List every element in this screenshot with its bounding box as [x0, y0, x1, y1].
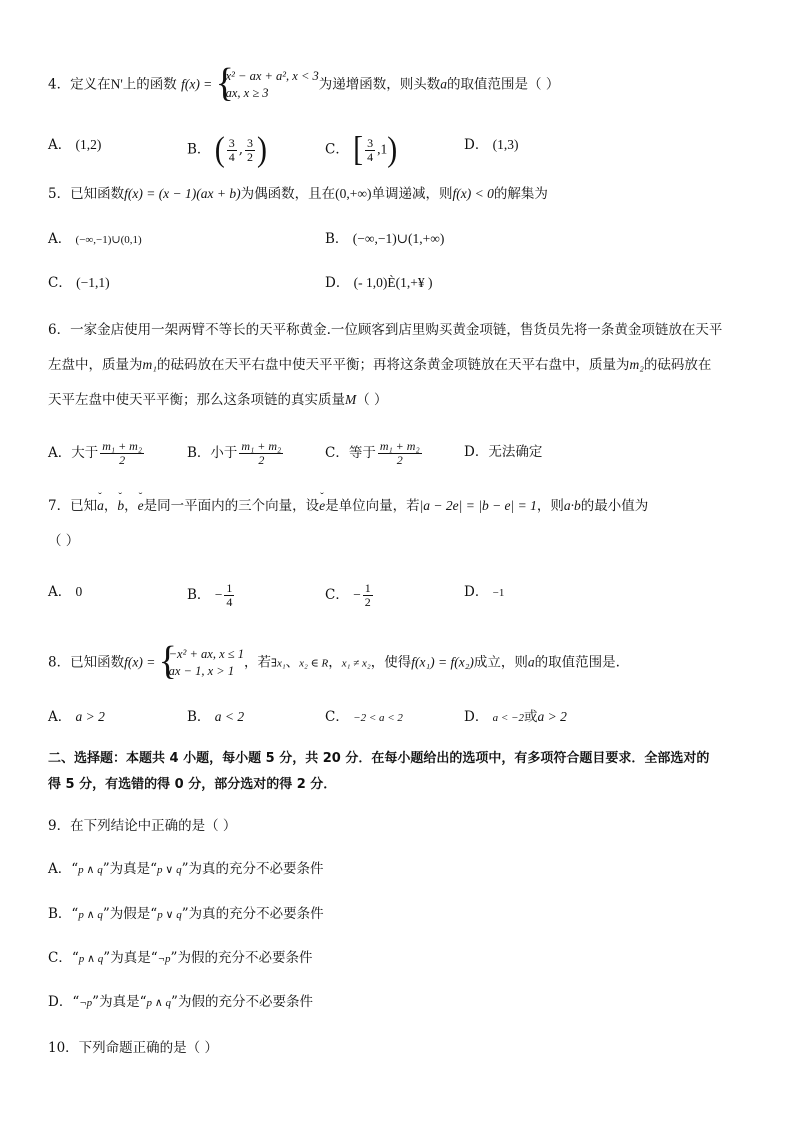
q4-option-b[interactable]: B． ( $\frac{3}{4}$ , $\frac{3}{2}$ ) — [187, 130, 268, 169]
q9-option-d[interactable]: D．“¬p”为真是“p ∧ q”为假的充分不必要条件 — [48, 994, 313, 1010]
q7-paren: （ ） — [48, 533, 80, 549]
q6-option-b[interactable]: B．小于 $\frac{\text{m₁ + m₂}}{2}$ — [187, 439, 282, 467]
q7-stem: 7．已知ˇ a，ˇ b，ˇ e是同一平面内的三个向量，设ˇ e是单位向量，若|a − 2e| = |b − e| = 1，则a·b的最小值为 — [48, 496, 648, 516]
q5-option-c[interactable]: C． (−1,1) — [48, 275, 110, 291]
q7-option-c[interactable]: C． − $\frac{1}{2}$ — [325, 581, 371, 609]
q8-piecewise: { −x² + ax, x ≤ 1 ax − 1, x > 1 — [158, 638, 244, 684]
q5-number: 5． — [48, 186, 71, 202]
q8-option-b[interactable]: B． a < 2 — [187, 709, 245, 725]
q4-function-name: f(x) = — [181, 76, 213, 92]
q4-piecewise: { x² − ax + a², x < 3 ax, x ≥ 3 — [215, 60, 319, 106]
q10-stem: 10．下列命题正确的是（ ） — [48, 1040, 218, 1056]
section-2-heading: 二、选择题：本题共 4 小题，每小题 5 分，共 20 分．在每小题给出的选项中，有多项符合题目要求．全部选对的 — [48, 751, 710, 766]
q6-line-3: 天平左盘中使天平平衡；那么这条项链的真实质量M（ ） — [48, 392, 388, 408]
q4-option-c[interactable]: C． [ $\frac{3}{4}$ ,1) — [325, 130, 398, 169]
q5-stem: 5．已知函数f(x) = (x − 1)(ax + b)为偶函数，且在(0,+∞)单调递减，则f(x) < 0的解集为 — [48, 186, 548, 202]
q4-option-d[interactable]: D． (1,3) — [464, 137, 519, 153]
q4-number: 4． — [48, 76, 71, 93]
q6-line-2: 左盘中，质量为m₁的砝码放在天平右盘中使天平平衡；再将这条黄金项链放在天平右盘中，质量为m₂的砝码放在 — [48, 357, 712, 373]
q6-option-c[interactable]: C．等于 $\frac{\text{m₁ + m₂}}{2}$ — [325, 439, 420, 467]
q6-option-d[interactable]: D．无法确定 — [464, 444, 543, 460]
q4-option-a[interactable]: A． (1,2) — [48, 137, 102, 153]
q8-option-d[interactable]: D． a < −2或a > 2 — [464, 709, 567, 725]
q6-line-1: 6．一家金店使用一架两臂不等长的天平称黄金.一位顾客到店里购买黄金项链，售货员先将一条黄金项链放在天平 — [48, 322, 723, 338]
q7-option-d[interactable]: D． −1 — [464, 584, 505, 600]
q9-option-b[interactable]: B．“p ∧ q”为假是“p ∨ q”为真的充分不必要条件 — [48, 906, 324, 922]
q9-option-a[interactable]: A．“p ∧ q”为真是“p ∨ q”为真的充分不必要条件 — [48, 861, 324, 877]
q8-option-a[interactable]: A． a > 2 — [48, 709, 105, 725]
q8-stem: 8．已知函数f(x) = { −x² + ax, x ≤ 1 ax − 1, x > 1 ，若∃x₁、x₂ ∈ R，x₁ ≠ x₂，使得f(x₁) = f(x₂)成立，则a的取值范围是. — [48, 638, 620, 684]
q7-option-a[interactable]: A． 0 — [48, 584, 83, 600]
q6-option-a[interactable]: A．大于 $\frac{\text{m₁ + m₂}}{2}$ — [48, 439, 143, 467]
q7-option-b[interactable]: B． − $\frac{1}{4}$ — [187, 581, 233, 609]
q5-option-b[interactable]: B． (−∞,−1)∪(1,+∞) — [325, 231, 445, 247]
q5-option-d[interactable]: D． (- 1,0)È(1,+¥ ) — [325, 275, 433, 291]
q4-stem: 4．定义在N'上的函数 f(x) = { x² − ax + a², x < 3 ax, x ≥ 3 为递增函数，则头数a的取值范围是（ ） — [48, 60, 560, 106]
q9-stem: 9．在下列结论中正确的是（ ） — [48, 818, 237, 834]
q8-option-c[interactable]: C． −2 < a < 2 — [325, 709, 403, 725]
q5-option-a[interactable]: A． (−∞,−1)∪(0,1) — [48, 231, 142, 247]
section-2-heading-cont: 得 5 分，有选错的得 0 分，部分选对的得 2 分． — [48, 777, 337, 792]
q9-option-c[interactable]: C．“p ∧ q”为真是“¬p”为假的充分不必要条件 — [48, 950, 313, 966]
